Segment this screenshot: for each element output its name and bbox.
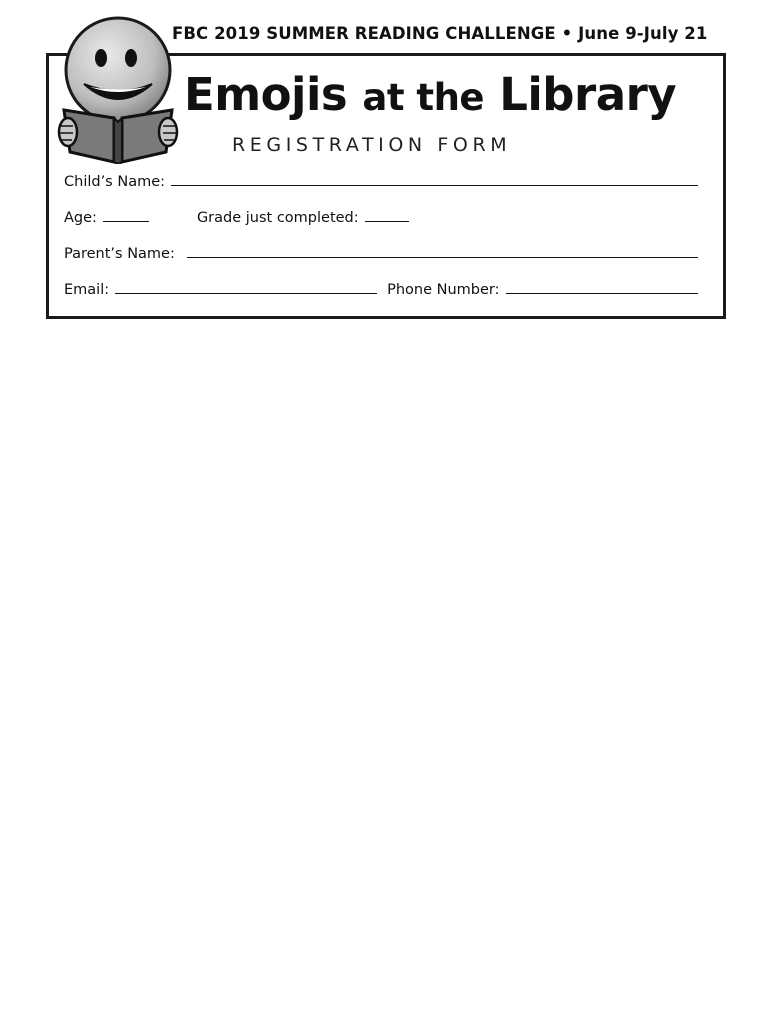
title-word-emojis: Emojis bbox=[184, 68, 348, 121]
phone-field[interactable] bbox=[506, 279, 698, 294]
age-label: Age: bbox=[64, 210, 97, 226]
smiley-reading-book-icon bbox=[56, 14, 180, 164]
age-grade-row bbox=[64, 207, 698, 226]
child-name-label: Child’s Name: bbox=[64, 174, 166, 190]
child-name-field[interactable] bbox=[171, 171, 698, 186]
email-label: Email: bbox=[64, 282, 110, 298]
email-phone-row bbox=[64, 279, 698, 298]
parent-name-field[interactable] bbox=[187, 243, 698, 258]
event-header: FBC 2019 SUMMER READING CHALLENGE • June 9-July 21 bbox=[170, 24, 732, 43]
child-name-row bbox=[64, 171, 698, 190]
parent-name-row bbox=[64, 243, 698, 262]
phone-label: Phone Number: bbox=[387, 282, 500, 298]
age-field[interactable] bbox=[103, 207, 149, 222]
form-subtitle: REGISTRATION FORM bbox=[232, 134, 512, 156]
grade-label: Grade just completed: bbox=[196, 210, 359, 226]
form-title bbox=[184, 68, 676, 121]
email-field[interactable] bbox=[115, 279, 377, 294]
parent-name-label: Parent’s Name: bbox=[64, 246, 175, 262]
grade-field[interactable] bbox=[365, 207, 409, 222]
title-word-at-the: at the bbox=[362, 76, 485, 119]
title-word-library: Library bbox=[499, 68, 677, 121]
